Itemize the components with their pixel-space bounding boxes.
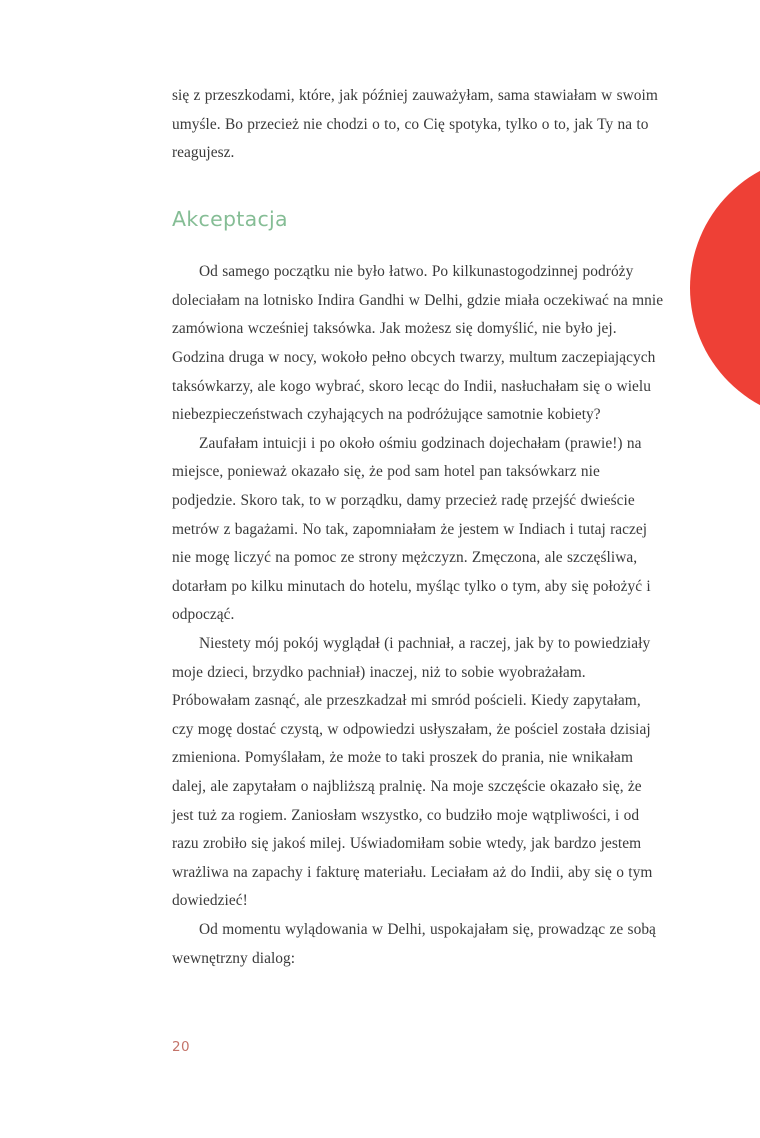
text-column xyxy=(172,82,664,973)
page-number: 20 xyxy=(172,1039,190,1055)
red-circle-decoration xyxy=(690,155,760,421)
spacer-below-heading xyxy=(172,229,664,258)
spacer-above-heading xyxy=(172,168,664,209)
body-paragraph: Niestety mój pokój wyglądał (i pachniał, a raczej, jak by to powiedziały moje dzieci, brzydko pachniał) inaczej, niż to sobie wyobrażałam. Próbowałam zasnąć, ale przeszkadzał mi smród pościeli. Kiedy zapytałam, czy mogę dostać czystą, w odpowiedzi usłyszałam, że pościel została dzisiaj zmieniona. Pomyślałam, że może to taki proszek do prania, nie wnikałam dalej, ale zapytałam o najbliższą pralnię. Na moje szczęście okazało się, że jest tuż za rogiem. Zaniosłam wszystko, co budziło moje wątpliwości, i od razu zrobiło się jakoś milej. Uświadomiłam sobie wtedy, jak bardzo jestem wrażliwa na zapachy i fakturę materiału. Leciałam aż do Indii, aby się o tym dowiedzieć! xyxy=(172,635,653,910)
body-paragraph: Od momentu wylądowania w Delhi, uspokajałam się, prowadząc ze sobą wewnętrzny dialog: xyxy=(172,920,656,967)
section-heading: Akceptacja xyxy=(172,206,288,231)
body-paragraph: Zaufałam intuicji i po około ośmiu godzinach dojechałam (prawie!) na miejsce, ponieważ okazało się, że pod sam hotel pan taksówkarz nie podjedzie. Skoro tak, to w porządku, damy przecież radę przejść dwieście metrów z bagażami. No tak, zapomniałam że jestem w Indiach i tutaj raczej nie mogę liczyć na pomoc ze strony mężczyzn. Zmęczona, ale szczęśliwa, dotarłam po kilku minutach do hotelu, myśląc tylko o tym, aby się położyć i odpocząć. xyxy=(172,434,651,624)
body-paragraph: Od samego początku nie było łatwo. Po kilkunastogodzinnej podróży doleciałam na lotnisko Indira Gandhi w Delhi, gdzie miała oczekiwać na mnie zamówiona wcześniej taksówka. Jak możesz się domyślić, nie było jej. Godzina druga w nocy, wokoło pełno obcych twarzy, multum zaczepiających taksówkarzy, ale kogo wybrać, skoro lecąc do Indii, nasłuchałam się o wielu niebezpieczeństwach czyhających na podróżujące samotnie kobiety? xyxy=(172,263,664,424)
continued-paragraph: się z przeszkodami, które, jak później zauważyłam, sama stawiałam w swoim umyśle. Bo przecież nie chodzi o to, co Cię spotyka, tylko o to, jak Ty na to reagujesz. xyxy=(172,87,658,162)
